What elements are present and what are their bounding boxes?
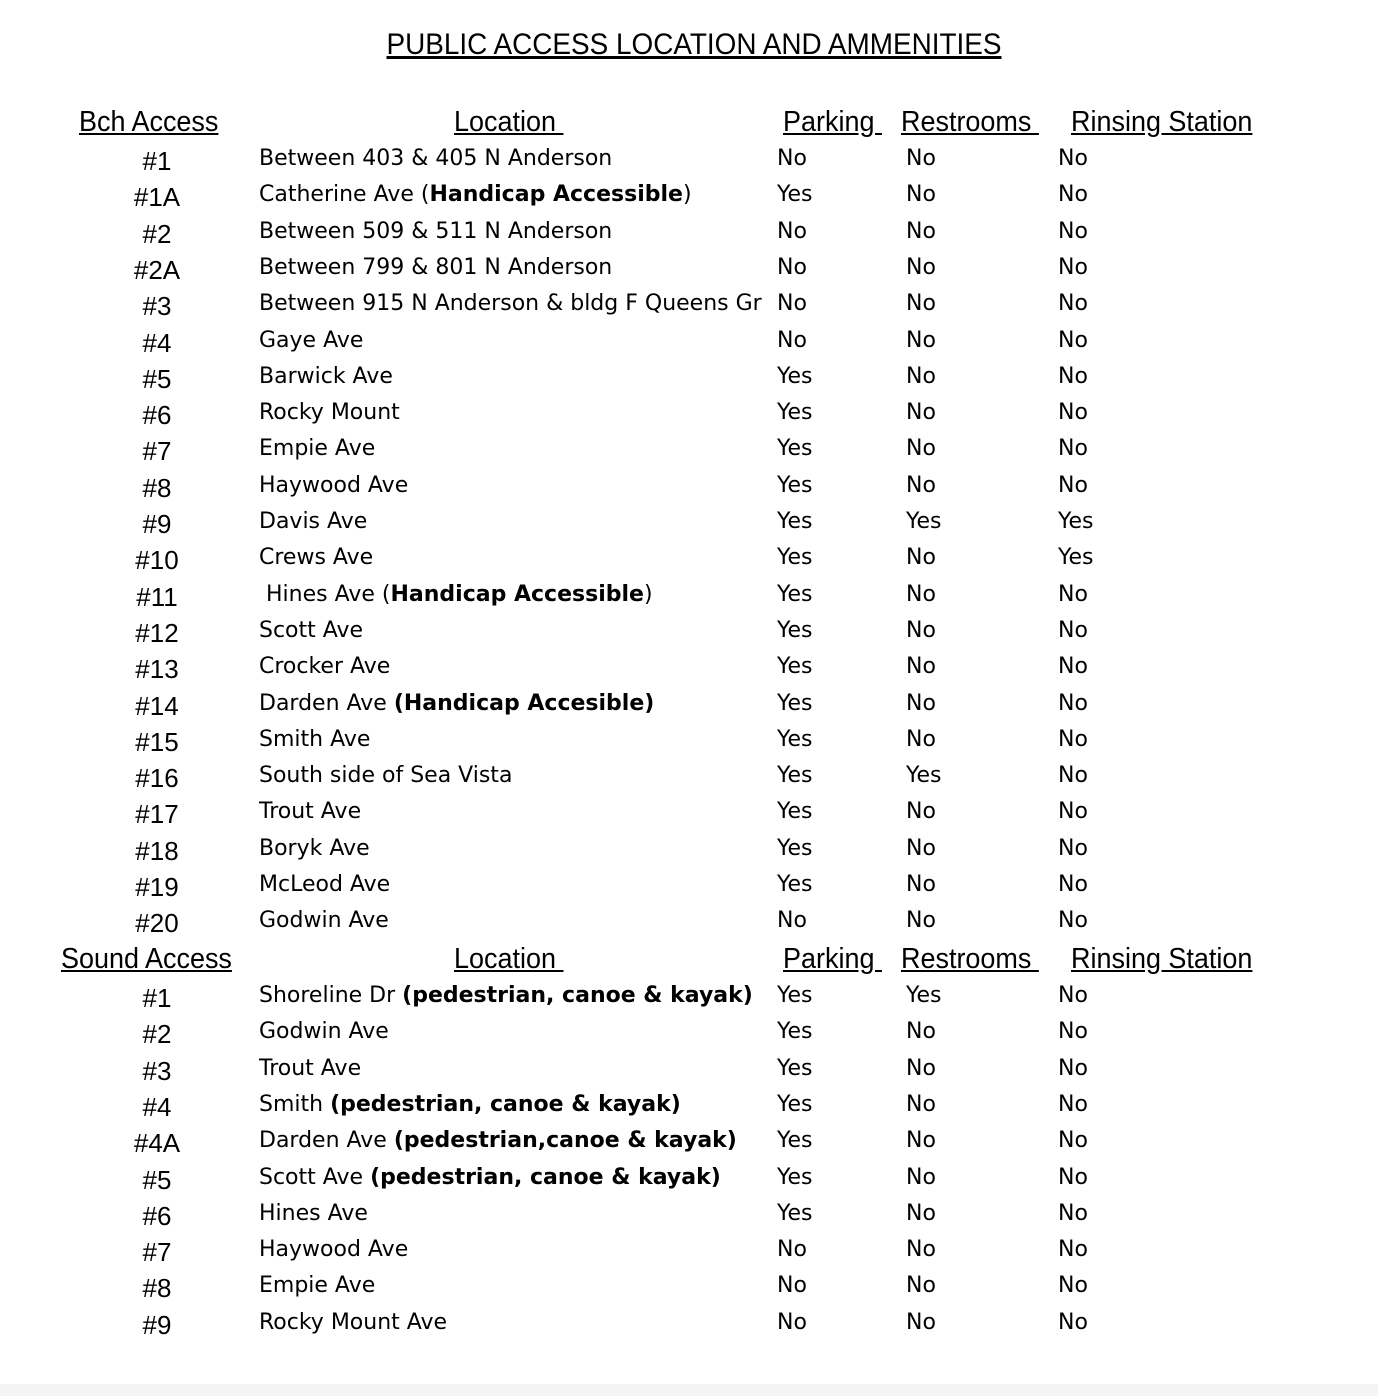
restrooms-cell: No <box>906 617 936 643</box>
location-text: Godwin Ave <box>259 1019 389 1045</box>
access-number: #7 <box>142 436 172 467</box>
rinsing-station-cell: No <box>1058 983 1088 1008</box>
location-cell <box>259 1201 771 1226</box>
rinsing-station-cell: No <box>1058 1055 1088 1081</box>
location-text: Between 799 & 801 N Anderson <box>259 254 613 280</box>
location-header: Location <box>454 106 564 138</box>
table-row <box>0 983 1378 1019</box>
restrooms-cell: No <box>906 1055 936 1081</box>
location-note: (pedestrian, canoe & kayak) <box>402 983 753 1008</box>
access-number: #4 <box>142 1091 172 1122</box>
restrooms-cell: No <box>906 218 936 244</box>
parking-cell: Yes <box>777 363 813 389</box>
rinsing-station-cell: No <box>1058 1200 1088 1226</box>
restrooms-cell: No <box>906 799 936 825</box>
access-number: #19 <box>135 872 179 902</box>
parking-cell: No <box>777 1237 807 1263</box>
restrooms-cell: No <box>906 254 936 280</box>
table-row <box>0 509 1378 545</box>
parking-cell: Yes <box>777 1200 813 1226</box>
location-text: McLeod Ave <box>259 872 391 897</box>
access-number: #18 <box>135 835 179 866</box>
parking-cell: Yes <box>777 690 813 716</box>
table-row <box>0 1201 1378 1237</box>
table-row <box>0 1019 1378 1055</box>
location-text: Trout Ave <box>259 799 362 825</box>
access-number: #16 <box>135 763 179 794</box>
table-row <box>0 1128 1378 1164</box>
location-text: Rocky Mount <box>259 400 400 426</box>
access-number: #1 <box>142 983 172 1013</box>
location-text: Scott Ave <box>259 1164 371 1190</box>
restrooms-cell: No <box>906 1237 936 1263</box>
location-cell <box>259 618 771 643</box>
location-text: Hines Ave <box>259 1200 368 1226</box>
location-text: South side of Sea Vista <box>259 763 513 789</box>
location-text: Haywood Ave <box>259 1237 409 1263</box>
restrooms-cell: No <box>906 581 936 607</box>
location-cell <box>259 182 771 207</box>
location-text: Between 915 N Anderson & bldg F Queens Gr <box>259 291 762 317</box>
parking-cell: No <box>777 254 807 280</box>
table-row <box>0 1056 1378 1092</box>
rinsing-station-cell: No <box>1058 1128 1088 1154</box>
parking-cell: No <box>777 146 807 171</box>
access-number: #3 <box>142 1055 172 1086</box>
location-text: Haywood Ave <box>259 472 409 498</box>
table-row <box>0 1237 1378 1273</box>
parking-cell: Yes <box>777 654 813 680</box>
location-cell <box>259 328 771 353</box>
access-number: #4 <box>142 327 172 358</box>
table-row <box>0 436 1378 472</box>
rinsing-station-cell: No <box>1058 617 1088 643</box>
location-text: Between 509 & 511 N Anderson <box>259 218 613 244</box>
table-row <box>0 545 1378 581</box>
parking-cell: Yes <box>777 182 813 208</box>
rinsing-station-cell: No <box>1058 291 1088 317</box>
access-number: #5 <box>142 363 172 394</box>
parking-cell: Yes <box>777 617 813 643</box>
restrooms-header: Restrooms <box>901 943 1039 975</box>
location-note: (pedestrian, canoe & kayak) <box>330 1091 681 1117</box>
location-cell <box>259 799 771 824</box>
table-row <box>0 1092 1378 1128</box>
location-cell <box>259 654 771 679</box>
table-row <box>0 182 1378 218</box>
location-text: Empie Ave <box>259 436 376 462</box>
restrooms-cell: No <box>906 472 936 498</box>
location-cell <box>259 727 771 752</box>
parking-cell: Yes <box>777 1019 813 1045</box>
location-text: Darden Ave <box>259 690 394 716</box>
location-text: Smith Ave <box>259 726 371 752</box>
beach-access-header: Bch Access <box>79 106 219 138</box>
page-bottom-edge <box>0 1384 1378 1396</box>
location-cell <box>259 1237 771 1262</box>
restrooms-cell: Yes <box>906 763 942 789</box>
location-text: Gaye Ave <box>259 327 364 353</box>
access-number: #8 <box>142 1273 172 1304</box>
access-number: #12 <box>135 617 179 648</box>
parking-cell: Yes <box>777 545 813 571</box>
parking-header: Parking <box>783 943 882 975</box>
parking-cell: Yes <box>777 763 813 789</box>
access-number: #6 <box>142 1200 172 1231</box>
rinsing-station-cell: No <box>1058 1237 1088 1263</box>
location-cell <box>259 691 771 716</box>
table-row <box>0 872 1378 908</box>
access-number: #2 <box>142 218 172 249</box>
table-row <box>0 836 1378 872</box>
location-text: Catherine Ave ( <box>259 182 430 208</box>
location-cell <box>259 291 771 316</box>
location-text: Crews Ave <box>259 545 374 571</box>
parking-cell: Yes <box>777 400 813 426</box>
access-number: #9 <box>142 1309 172 1340</box>
location-note: (pedestrian, canoe & kayak) <box>370 1164 721 1190</box>
parking-cell: No <box>777 1273 807 1299</box>
access-number: #6 <box>142 400 172 431</box>
rinsing-station-cell: No <box>1058 1019 1088 1045</box>
parking-cell: Yes <box>777 581 813 607</box>
table-row <box>0 364 1378 400</box>
parking-cell: Yes <box>777 1091 813 1117</box>
location-cell <box>259 1056 771 1081</box>
table-row <box>0 255 1378 291</box>
table-row <box>0 400 1378 436</box>
location-text: Godwin Ave <box>259 908 389 934</box>
table-row <box>0 618 1378 654</box>
table-row <box>0 654 1378 690</box>
location-text: Barwick Ave <box>259 363 393 389</box>
restrooms-cell: No <box>906 872 936 897</box>
location-text: Boryk Ave <box>259 835 370 861</box>
rinsing-station-cell: No <box>1058 327 1088 353</box>
table-row <box>0 908 1378 944</box>
rinsing-station-cell: No <box>1058 908 1088 934</box>
restrooms-cell: No <box>906 182 936 208</box>
parking-cell: Yes <box>777 1055 813 1081</box>
access-number: #1 <box>142 146 172 176</box>
location-note: (pedestrian,canoe & kayak) <box>393 1128 737 1154</box>
rinsing-station-cell: No <box>1058 835 1088 861</box>
location-cell <box>259 545 771 570</box>
table-row <box>0 763 1378 799</box>
table-row <box>0 1310 1378 1346</box>
parking-cell: Yes <box>777 983 813 1008</box>
access-number: #4A <box>133 1128 181 1159</box>
location-cell <box>259 763 771 788</box>
restrooms-cell: No <box>906 436 936 462</box>
location-cell <box>259 364 771 389</box>
rinsing-station-cell: No <box>1058 726 1088 752</box>
restrooms-cell: No <box>906 400 936 426</box>
parking-cell: No <box>777 291 807 317</box>
location-note: (Handicap Accesible) <box>393 690 655 716</box>
rinsing-station-cell: Yes <box>1058 545 1094 571</box>
access-number: #10 <box>135 545 179 576</box>
restrooms-header: Restrooms <box>901 106 1039 138</box>
location-cell <box>259 1273 771 1298</box>
access-number: #13 <box>135 654 179 685</box>
parking-cell: No <box>777 327 807 353</box>
rinsing-station-cell: Yes <box>1058 509 1094 534</box>
rinsing-station-cell: No <box>1058 581 1088 607</box>
rinsing-station-cell: No <box>1058 1164 1088 1190</box>
location-cell <box>259 1165 771 1190</box>
rinsing-station-cell: No <box>1058 146 1088 171</box>
restrooms-cell: No <box>906 545 936 571</box>
rinsing-station-cell: No <box>1058 799 1088 825</box>
access-number: #15 <box>135 726 179 757</box>
rinsing-station-cell: No <box>1058 1273 1088 1299</box>
restrooms-cell: Yes <box>906 983 942 1008</box>
location-text: Darden Ave <box>259 1128 394 1154</box>
table-row <box>0 582 1378 618</box>
restrooms-cell: No <box>906 1128 936 1154</box>
access-number: #11 <box>136 581 178 612</box>
location-note: Handicap Accessible <box>429 182 683 208</box>
rinsing-station-cell: No <box>1058 763 1088 789</box>
parking-cell: Yes <box>777 1128 813 1154</box>
location-note: Handicap Accessible <box>390 581 644 607</box>
location-cell <box>259 908 771 933</box>
parking-cell: No <box>777 218 807 244</box>
restrooms-cell: No <box>906 1309 936 1335</box>
restrooms-cell: No <box>906 363 936 389</box>
rinsing-station-cell: No <box>1058 218 1088 244</box>
access-number: #20 <box>135 908 179 939</box>
location-cell <box>259 1128 771 1153</box>
location-cell <box>259 146 771 171</box>
access-number: #5 <box>142 1164 172 1195</box>
location-text: Rocky Mount Ave <box>259 1309 448 1335</box>
parking-cell: Yes <box>777 472 813 498</box>
access-number: #9 <box>142 509 172 539</box>
access-number: #14 <box>135 690 179 721</box>
access-number: #1A <box>133 182 181 213</box>
location-text: Davis Ave <box>259 509 368 534</box>
table-row <box>0 473 1378 509</box>
location-cell <box>259 1310 771 1335</box>
location-text: Scott Ave <box>259 617 364 643</box>
location-text: Shoreline Dr <box>259 983 403 1008</box>
location-header: Location <box>454 943 564 975</box>
access-number: #2A <box>133 254 181 285</box>
parking-cell: No <box>777 908 807 934</box>
restrooms-cell: No <box>906 654 936 680</box>
restrooms-cell: Yes <box>906 509 942 534</box>
restrooms-cell: No <box>906 726 936 752</box>
parking-cell: Yes <box>777 726 813 752</box>
table-row <box>0 291 1378 327</box>
restrooms-cell: No <box>906 1164 936 1190</box>
restrooms-cell: No <box>906 908 936 934</box>
restrooms-cell: No <box>906 1273 936 1299</box>
location-text: Trout Ave <box>259 1055 362 1081</box>
restrooms-cell: No <box>906 327 936 353</box>
rinsing-station-cell: No <box>1058 363 1088 389</box>
location-text: Crocker Ave <box>259 654 391 680</box>
parking-header: Parking <box>783 106 882 138</box>
restrooms-cell: No <box>906 1091 936 1117</box>
location-cell <box>259 255 771 280</box>
parking-cell: Yes <box>777 1164 813 1190</box>
table-row <box>0 219 1378 255</box>
sound-access-header: Sound Access <box>61 943 232 975</box>
location-cell <box>259 219 771 244</box>
restrooms-cell: No <box>906 146 936 171</box>
location-cell <box>259 436 771 461</box>
rinsing-station-header: Rinsing Station <box>1071 943 1253 975</box>
location-cell <box>259 582 771 607</box>
rinsing-station-header: Rinsing Station <box>1071 106 1253 138</box>
parking-cell: Yes <box>777 509 813 534</box>
location-cell <box>259 836 771 861</box>
access-number: #7 <box>142 1237 172 1268</box>
location-cell <box>259 509 771 534</box>
table-row <box>0 727 1378 763</box>
page-title: PUBLIC ACCESS LOCATION AND AMMENITIES <box>386 28 1002 61</box>
rinsing-station-cell: No <box>1058 254 1088 280</box>
location-text: Hines Ave ( <box>259 581 391 607</box>
rinsing-station-cell: No <box>1058 872 1088 897</box>
restrooms-cell: No <box>906 291 936 317</box>
parking-cell: Yes <box>777 436 813 462</box>
access-number: #17 <box>135 799 179 830</box>
rinsing-station-cell: No <box>1058 1309 1088 1335</box>
parking-cell: Yes <box>777 872 813 897</box>
location-text-end: ) <box>643 581 653 607</box>
location-text: Smith <box>259 1091 331 1117</box>
rinsing-station-cell: No <box>1058 182 1088 208</box>
rinsing-station-cell: No <box>1058 400 1088 426</box>
access-number: #2 <box>142 1019 172 1050</box>
restrooms-cell: No <box>906 1019 936 1045</box>
parking-cell: No <box>777 1309 807 1335</box>
restrooms-cell: No <box>906 835 936 861</box>
access-number: #8 <box>142 472 172 503</box>
location-cell <box>259 1019 771 1044</box>
location-cell <box>259 872 771 897</box>
rinsing-station-cell: No <box>1058 1091 1088 1117</box>
rinsing-station-cell: No <box>1058 436 1088 462</box>
restrooms-cell: No <box>906 690 936 716</box>
location-text: Between 403 & 405 N Anderson <box>259 146 613 171</box>
table-row <box>0 691 1378 727</box>
rinsing-station-cell: No <box>1058 690 1088 716</box>
location-cell <box>259 473 771 498</box>
access-number: #3 <box>142 291 172 322</box>
rinsing-station-cell: No <box>1058 654 1088 680</box>
restrooms-cell: No <box>906 1200 936 1226</box>
table-row <box>0 799 1378 835</box>
location-cell <box>259 400 771 425</box>
location-cell <box>259 983 771 1008</box>
table-row <box>0 146 1378 182</box>
location-cell <box>259 1092 771 1117</box>
table-row <box>0 1165 1378 1201</box>
table-row <box>0 1273 1378 1309</box>
parking-cell: Yes <box>777 799 813 825</box>
table-row <box>0 328 1378 364</box>
parking-cell: Yes <box>777 835 813 861</box>
location-text: Empie Ave <box>259 1273 376 1299</box>
location-text-end: ) <box>682 182 692 208</box>
rinsing-station-cell: No <box>1058 472 1088 498</box>
